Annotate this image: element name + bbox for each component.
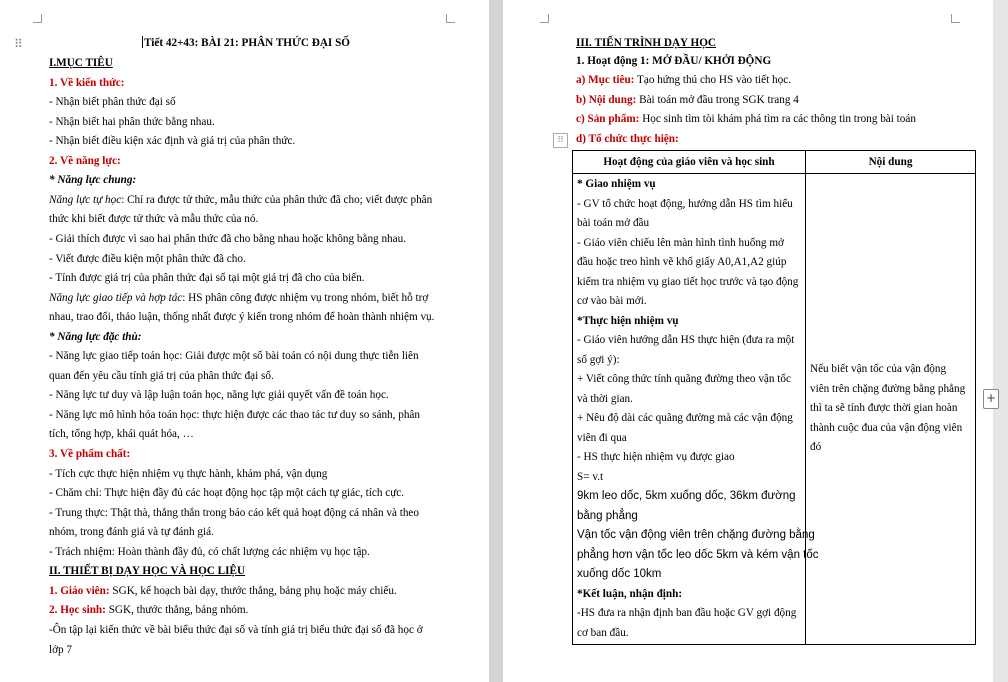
cell-text-line: thì ta sẽ tính được thời gian hoàn <box>810 402 958 415</box>
add-column-button[interactable]: + <box>983 389 999 409</box>
text-line: - Nhận biết hai phân thức bằng nhau. <box>49 115 215 128</box>
content-line <box>576 93 799 107</box>
content-label: b) Nội dung: <box>576 94 637 106</box>
drag-handle-icon[interactable]: ⠿ <box>14 37 23 51</box>
cell-text-line: xuống dốc 10km <box>577 568 662 580</box>
text-line: II. THIẾT BỊ DẠY HỌC VÀ HỌC LIỆU <box>49 565 246 578</box>
text-line: 1. Giáo viên: SGK, kế hoạch bài dạy, thước thẳng, bảng phụ hoặc máy chiếu. <box>49 584 397 597</box>
page-gutter <box>489 0 503 682</box>
activity-table <box>572 150 976 645</box>
cell-text-line: - GV tổ chức hoạt động, hướng dẫn HS tìm hiểu <box>577 197 793 210</box>
table-move-icon[interactable]: ⁝⁝ <box>553 133 568 148</box>
crop-mark <box>33 14 42 23</box>
cell-text-line: thành cuộc đua của vận động viên <box>810 421 963 434</box>
text-line: 2. Học sinh: SGK, thước thẳng, bảng nhóm. <box>49 604 249 617</box>
cell-text-line: bằng phẳng <box>577 509 638 522</box>
text-line: - Nhận biết phân thức đại số <box>49 96 176 109</box>
red-label: 1. Giáo viên: <box>49 584 110 597</box>
cell-text-line: Nếu biết vận tốc của vận động <box>810 363 947 376</box>
cell-text-line: và thời gian. <box>577 392 633 405</box>
italic-label: Năng lực tự học <box>49 193 122 206</box>
text-line: 2. Về năng lực: <box>49 154 121 167</box>
text-line: - Trung thực: Thật thà, thẳng thắn trong báo cáo kết quả hoạt động cá nhân và theo <box>49 506 419 519</box>
product-label: c) Sản phẩm: <box>576 113 640 125</box>
cell-text-line: Vận tốc vận động viên trên chặng đường bằng <box>577 529 815 541</box>
cell-text-line: + Viết công thức tính quãng đường theo vận tốc <box>577 373 791 385</box>
red-label: 2. Học sinh: <box>49 604 106 617</box>
cell-text-line: đó <box>810 441 822 454</box>
text-line: - Tích cực thực hiện nhiệm vụ thực hành, khám phá, vận dụng <box>49 467 328 480</box>
goal-label: a) Mục tiêu: <box>576 74 635 86</box>
text-line: I.MỤC TIÊU <box>49 57 113 69</box>
cell-text-line: S= v.t <box>577 470 604 483</box>
product-text: Học sinh tìm tòi khám phá tìm ra các thông tin trong bài toán <box>639 113 916 125</box>
text-line: - Chăm chỉ: Thực hiện đầy đủ các hoạt động học tập một cách tự giác, tích cực. <box>49 487 405 500</box>
table-row <box>573 174 976 645</box>
text-line: - Trách nhiệm: Hoàn thành đầy đủ, có chất lượng các nhiệm vụ học tập. <box>49 545 370 558</box>
text-line: - Năng lực tư duy và lập luận toán học, năng lực giải quyết vấn đề toán học. <box>49 389 389 402</box>
cell-text-line: cơ ban đầu. <box>577 626 629 639</box>
text-line: lớp 7 <box>49 643 73 656</box>
cell-text-line: *Thực hiện nhiệm vụ <box>577 314 679 327</box>
table-header-row <box>573 151 976 174</box>
crop-mark <box>446 14 455 23</box>
text-line: Năng lực giao tiếp và hợp tác: HS phân công được nhiệm vụ trong nhóm, biết hỗ trợ <box>49 291 429 304</box>
crop-mark <box>540 14 549 23</box>
goal-line <box>576 73 791 87</box>
text-cursor <box>142 36 143 48</box>
cell-text-line: viên trên chặng đường bằng phẳng <box>810 382 966 395</box>
cell-text-line: + Nêu độ dài các quãng đường mà các vận động <box>577 412 793 424</box>
text-line: * Năng lực chung: <box>49 174 137 187</box>
crop-mark <box>951 14 960 23</box>
cell-text-line: viên đi qua <box>577 431 627 444</box>
text-line: - Viết được điều kiện một phân thức đã cho. <box>49 252 246 265</box>
text-line: 1. Về kiến thức: <box>49 76 125 89</box>
page-title <box>142 36 350 50</box>
product-line <box>576 112 916 126</box>
cell-text-line: bài toán mở đầu <box>577 217 650 229</box>
text-line: -Ôn tập lại kiến thức về bài biểu thức đại số và tính giá trị biểu thức đại số đã học ở <box>49 623 423 636</box>
cell-text-line: -HS đưa ra nhận định ban đầu hoặc GV gợi động <box>577 607 797 619</box>
activity-title: 1. Hoạt động 1: MỞ ĐẦU/ KHỞI ĐỘNG <box>576 55 772 67</box>
org-line <box>576 132 679 146</box>
cell-text-line: - Giáo viên chiếu lên màn hình tình huống mở <box>577 236 784 249</box>
text-line: 3. Về phẩm chất: <box>49 448 131 460</box>
text-line: nhau, trao đổi, thảo luận, thống nhất được ý kiến trong nhóm để hoàn thành nhiệm vụ. <box>49 311 435 324</box>
cell-text-line: * Giao nhiệm vụ <box>577 178 656 190</box>
org-label: d) Tổ chức thực hiện: <box>576 133 679 145</box>
content-cell[interactable] <box>806 174 976 645</box>
cell-text-line: 9km leo dốc, 5km xuống dốc, 36km đường <box>577 490 796 502</box>
text-line: - Tính được giá trị của phân thức đại số tại một giá trị đã cho của biến. <box>49 272 365 285</box>
text-line: quan đến yêu cầu tính giá trị của phân thức đại số. <box>49 369 274 382</box>
title-text: Tiết 42+43: BÀI 21: PHÂN THỨC ĐẠI SỐ <box>144 37 350 49</box>
text-line: Năng lực tự học: Chỉ ra được tử thức, mẫu thức của phân thức đã cho; viết được phân <box>49 193 433 206</box>
cell-text-line: phẳng hơn vận tốc leo dốc 5km và kém vận tốc <box>577 548 819 561</box>
italic-label: Năng lực giao tiếp và hợp tác <box>49 291 183 304</box>
table-header-activity: Hoạt động của giáo viên và học sinh <box>573 151 806 174</box>
cell-text-line: *Kết luận, nhận định: <box>577 587 683 600</box>
text-line: thức khi biết được tử thức và mẫu thức của nó. <box>49 213 259 226</box>
text-line: - Năng lực mô hình hóa toán học: thực hiện được các thao tác tư duy so sánh, phân <box>49 408 420 421</box>
table-header-content: Nội dung <box>806 151 976 174</box>
cell-text-line: đầu hoặc treo hình vẽ khổ giấy A0,A1,A2 giúp <box>577 256 787 268</box>
text-line: * Năng lực đặc thù: <box>49 330 142 343</box>
cell-text-line: - Giáo viên hướng dẫn HS thực hiện (đưa ra một <box>577 334 795 346</box>
text-line: tích, tổng hợp, khái quát hóa, … <box>49 428 194 441</box>
goal-text: Tạo hứng thú cho HS vào tiết học. <box>634 74 791 86</box>
section-heading: III. TIẾN TRÌNH DẠY HỌC <box>576 37 716 49</box>
text-line: - Giải thích được vì sao hai phân thức đã cho bằng nhau hoặc không bằng nhau. <box>49 232 406 245</box>
cell-text-line: số gợi ý): <box>577 353 620 366</box>
left-page <box>0 0 489 682</box>
text-line: - Nhận biết điều kiện xác định và giá trị của phân thức. <box>49 135 296 148</box>
text-line: - Năng lực giao tiếp toán học: Giải được một số bài toán có nội dung thực tiễn liên <box>49 350 419 363</box>
cell-text-line: kiểm tra nhiệm vụ giao tiết học trước và tạo động <box>577 275 799 288</box>
cell-text-line: - HS thực hiện nhiệm vụ được giao <box>577 451 735 463</box>
text-line: nhóm, trong đánh giá và tự đánh giá. <box>49 526 214 539</box>
content-text: Bài toán mở đầu trong SGK trang 4 <box>636 94 799 106</box>
cell-text-line: cơ vào bài mới. <box>577 295 647 307</box>
